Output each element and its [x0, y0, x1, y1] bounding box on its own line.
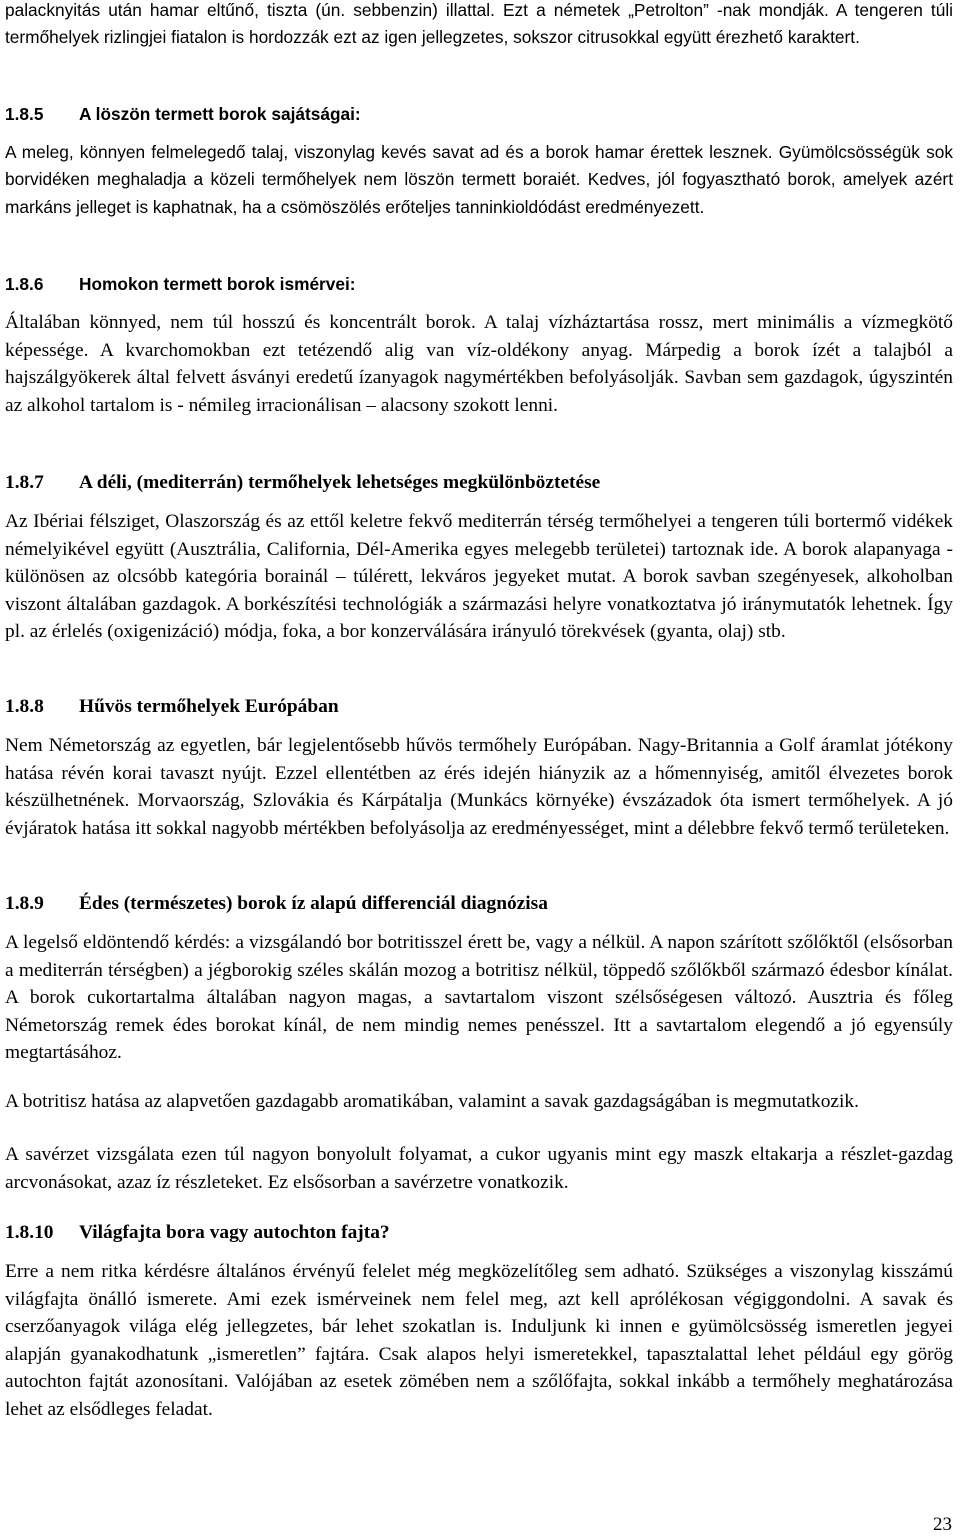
section-paragraph: A botritisz hatása az alapvetően gazdagabb aromatikában, valamint a savak gazdagságában is megmutatkozik. — [5, 1091, 859, 1112]
section-number: 1.8.8 — [5, 696, 44, 717]
section-paragraph: A meleg, könnyen felmelegedő talaj, viszonylag kevés savat ad és a borok hamar érettek lesznek. Gyümölcsösségük sok borvidéken meghaladja a közeli termőhelyek nem löszön termett boraiét. Kedves, jól fogyasztható borok, amelyek azért markáns jelleget is kaphatnak, ha a csömöszölés erőteljes tanninkioldódást eredményezett. — [5, 142, 953, 217]
section-title: Hűvös termőhelyek Európában — [79, 696, 339, 717]
page-number: 23 — [933, 1514, 952, 1535]
section-number: 1.8.5 — [5, 104, 44, 124]
section-paragraph: Az Ibériai félsziget, Olaszország és az ettől keletre fekvő mediterrán térség termőhelyei a tengeren túli bortermő vidékek némelyikével együtt (Ausztrália, California, Dél-Amerika egyes melegebb területei) tartoznak ide. A borok alapanyaga - különösen az olcsóbb kategória borainál – túlérett, lekváros jegyeket mutat. A borok savban szegényesek, alkoholban viszont általában gazdagok. A borkészítési technológiák a származási helyre vonatkoztatva jó iránymutatók lehetnek. Így pl. az érlelés (oxigenizáció) módja, foka, a bor konzerválására irányuló törekvések (gyanta, olaj) stb. — [5, 511, 953, 642]
section-heading — [5, 271, 953, 298]
section-number: 1.8.6 — [5, 274, 44, 294]
section-title: A löszön termett borok sajátságai: — [79, 104, 361, 124]
section-heading — [5, 1219, 953, 1247]
section-heading — [5, 693, 953, 721]
section-heading — [5, 469, 953, 497]
section-number: 1.8.7 — [5, 472, 44, 493]
section-number: 1.8.9 — [5, 893, 44, 914]
section-paragraph: A legelső eldöntendő kérdés: a vizsgálandó bor botritisszel érett be, vagy a nélkül. A napon szárított szőlőktől (elsősorban a mediterrán térségben) a jégborokig széles skálán mozog a botritisz nélkül, töppedő szőlőkből származó édesbor kínálat. A borok cukortartalma általában nagyon magas, a savtartalom viszont szélsőségesen változó. Ausztria és főleg Németország remek édes borokat kínál, de nem mindig nemes penésszel. Itt a savtartalom elegendő a jó egyensúly megtartásához. — [5, 932, 953, 1063]
section-paragraph: Általában könnyed, nem túl hosszú és koncentrált borok. A talaj vízháztartása rossz, mert minimális a vízmegkötő képessége. A kvarchomokban ezt tetézendő alig van víz-oldékony anyag. Márpedig a borok ízét a talajból a hajszálgyökerek által felvett ásványi eredetű ízanyagok nagymértékben befolyásolják. Savban sem gazdagok, úgyszintén az alkohol tartalom is - némileg irracionálisan – alacsony szokott lenni. — [5, 312, 953, 416]
section-title: Édes (természetes) borok íz alapú differenciál diagnózisa — [79, 893, 548, 914]
section-title: Homokon termett borok ismérvei: — [79, 274, 356, 294]
section-paragraph: Nem Németország az egyetlen, bár legjelentősebb hűvös termőhely Európában. Nagy-Britannia a Golf áramlat jótékony hatása révén korai tavaszt nyújt. Ezzel ellentétben az érés idején hiányzik az a hőmennyiség, amitől élvezetes borok készülhetnének. Morvaország, Szlovákia és Kárpátalja (Munkács környéke) évszázadok óta ismert termőhelyek. A jó évjáratok hatása itt sokkal nagyobb mértékben befolyásolja az eredményességet, mint a délebbre fekvő termő területeken. — [5, 735, 953, 839]
section-number: 1.8.10 — [5, 1222, 54, 1243]
section-title: A déli, (mediterrán) termőhelyek lehetséges megkülönböztetése — [79, 472, 601, 493]
section-title: Világfajta bora vagy autochton fajta? — [79, 1222, 390, 1243]
section-paragraph: A savérzet vizsgálata ezen túl nagyon bonyolult folyamat, a cukor ugyanis mint egy maszk eltakarja a részlet-gazdag arcvonásokat, azaz íz részleteket. Ez elsősorban a savérzetre vonatkozik. — [5, 1144, 953, 1193]
section-heading — [5, 101, 953, 128]
section-heading — [5, 890, 953, 918]
section-paragraph: Erre a nem ritka kérdésre általános érvényű felelet még megközelítőleg sem adható. Szükséges a viszonylag kisszámú világfajta önálló ismerete. Ami ezek ismérveinek nem felel meg, azt kell aprólékosan végiggondolni. A savak és cserzőanyagok világa elég jellegzetes, bár lehet szokatlan is. Induljunk ki innen e gyümölcsösség ismeretlen jegyei alapján gyanakodhatunk „ismeretlen” fajtára. Csak alapos helyi ismeretekkel, tapasztalattal lehet például egy görög autochton fajtát azonosítani. Valójában az esetek zömében nem a szőlőfajta, sokkal inkább a termőhely meghatározása lehet az elsődleges feladat. — [5, 1261, 953, 1420]
intro-paragraph: palacknyitás után hamar eltűnő, tiszta (ún. sebbenzin) illattal. Ezt a németek „Petrolton” -nak mondják. A tengeren túli termőhelyek rizlingjei fiatalon is hordozzák ezt az igen jellegzetes, sokszor citrusokkal együtt érezhető karaktert. — [5, 0, 953, 48]
